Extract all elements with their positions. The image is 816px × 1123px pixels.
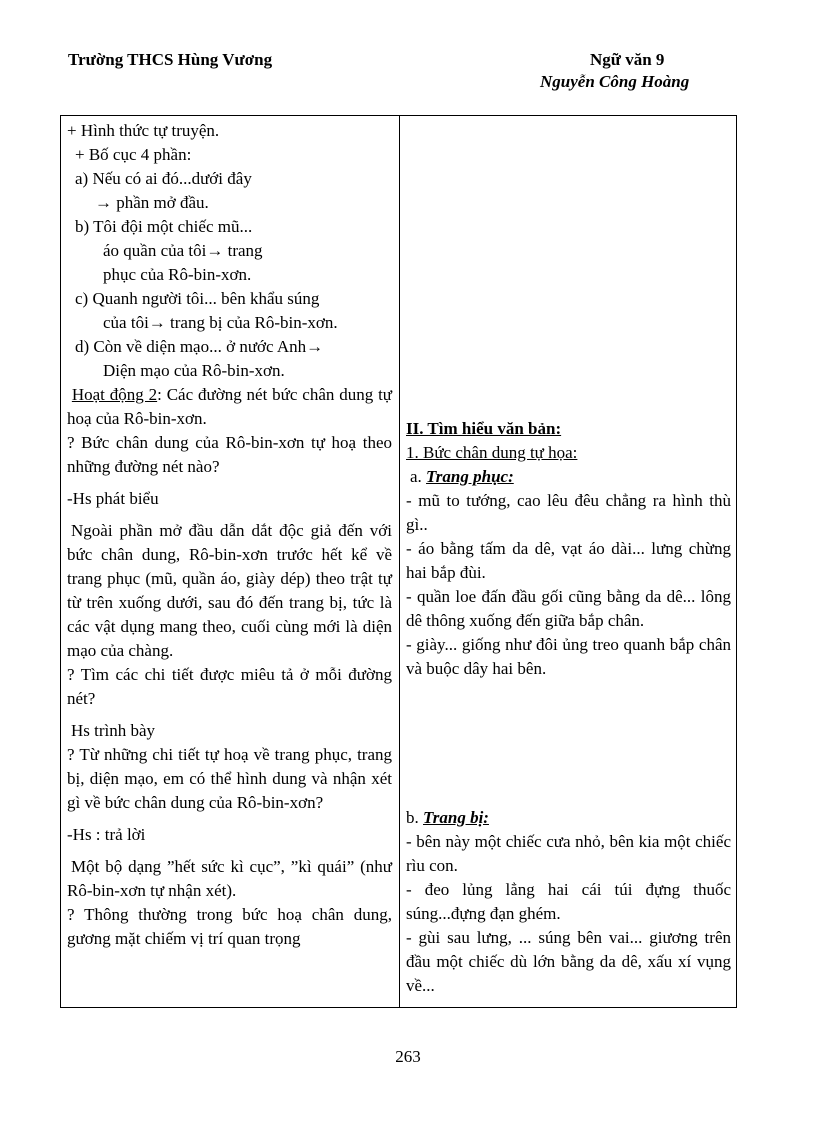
text-line: Diện mạo của Rô-bin-xơn. — [103, 361, 285, 380]
text-line: c) Quanh người tôi... bên khẩu súng — [75, 289, 320, 308]
teacher-name: Nguyễn Công Hoàng — [540, 72, 690, 91]
text-line: d) Còn về diện mạo... ở nước Anh→ — [75, 337, 324, 356]
text-line: áo quần của tôi→ trang — [103, 241, 263, 260]
item-title: Trang bị: — [423, 808, 489, 827]
right-column-top — [406, 417, 731, 681]
right-column-bottom — [406, 806, 731, 998]
detail-line: - áo bằng tấm da dê, vạt áo dài... lưng chừng hai bắp đùi. — [406, 539, 731, 582]
left-column — [67, 119, 392, 951]
item-title: Trang phục: — [426, 467, 514, 486]
student-response: -Hs : trả lời — [67, 825, 146, 844]
subject-title: Ngữ văn 9 — [590, 50, 665, 69]
text-line: + Bố cục 4 phần: — [75, 145, 192, 164]
activity-2-label: Hoạt động 2 — [71, 385, 158, 404]
student-response: -Hs phát biểu — [67, 489, 159, 508]
item-heading-a — [406, 465, 731, 489]
detail-line: - bên này một chiếc cưa nhỏ, bên kia một chiếc rìu con. — [406, 832, 731, 875]
column-divider — [399, 116, 400, 1007]
page-number: 263 — [395, 1047, 421, 1066]
question: ? Thông thường trong bức hoạ chân dung, gương mặt chiếm vị trí quan trọng — [67, 905, 392, 948]
item-heading-b — [406, 806, 731, 830]
lesson-table — [60, 115, 737, 1008]
detail-line: - gùi sau lưng, ... súng bên vai... giương trên đầu một chiếc dù lớn bằng da dê, xấu xí vụng về... — [406, 928, 731, 995]
paragraph: Ngoài phần mở đầu dẫn dắt độc giả đến với bức chân dung, Rô-bin-xơn trước hết kể về trang phục (mũ, quần áo, giày dép) theo trật tự từ trên xuống dưới, sau đó đến trang bị, tức là các vật dụng mang theo, cuối cùng mới là diện mạo của chàng. — [67, 521, 392, 660]
text-line: của tôi→ trang bị của Rô-bin-xơn. — [103, 313, 338, 332]
question: ? Bức chân dung của Rô-bin-xơn tự hoạ theo những đường nét nào? — [67, 433, 392, 476]
student-response: Hs trình bày — [71, 721, 156, 740]
paragraph: Một bộ dạng ”hết sức kì cục”, ”kì quái” (như Rô-bin-xơn tự nhận xét). — [67, 857, 392, 900]
detail-line: - giày... giống như đôi ủng treo quanh bắp chân và buộc dây hai bên. — [406, 635, 731, 678]
text-line: → phần mở đầu. — [95, 193, 209, 212]
detail-line: - đeo lủng lẳng hai cái túi đựng thuốc súng...đựng đạn ghém. — [406, 880, 731, 923]
activity-2-text: : Các đường nét bức chân dung tự hoạ của Rô-bin-xơn. — [67, 385, 393, 428]
school-name: Trường THCS Hùng Vương — [68, 50, 273, 69]
question: ? Tìm các chi tiết được miêu tả ở mỗi đường nét? — [67, 665, 392, 708]
detail-line: - quần loe đấn đầu gối cũng bằng da dê... lông dê thông xuống đến giữa bắp chân. — [406, 587, 731, 630]
subsection-heading: 1. Bức chân dung tự họa: — [406, 443, 578, 462]
item-prefix: b. — [406, 808, 423, 827]
text-line: + Hình thức tự truyện. — [67, 121, 220, 140]
question: ? Từ những chi tiết tự hoạ về trang phục, trang bị, diện mạo, em có thể hình dung và nhận xét gì về bức chân dung của Rô-bin-xơn? — [67, 745, 392, 812]
section-heading: II. Tìm hiểu văn bản: — [406, 419, 562, 438]
text-line: b) Tôi đội một chiếc mũ... — [75, 217, 253, 236]
text-line: a) Nếu có ai đó...dưới đây — [75, 169, 252, 188]
item-prefix: a. — [410, 467, 427, 486]
detail-line: - mũ to tướng, cao lêu đêu chẳng ra hình thù gì.. — [406, 491, 731, 534]
activity-2 — [67, 383, 392, 431]
text-line: phục của Rô-bin-xơn. — [103, 265, 252, 284]
